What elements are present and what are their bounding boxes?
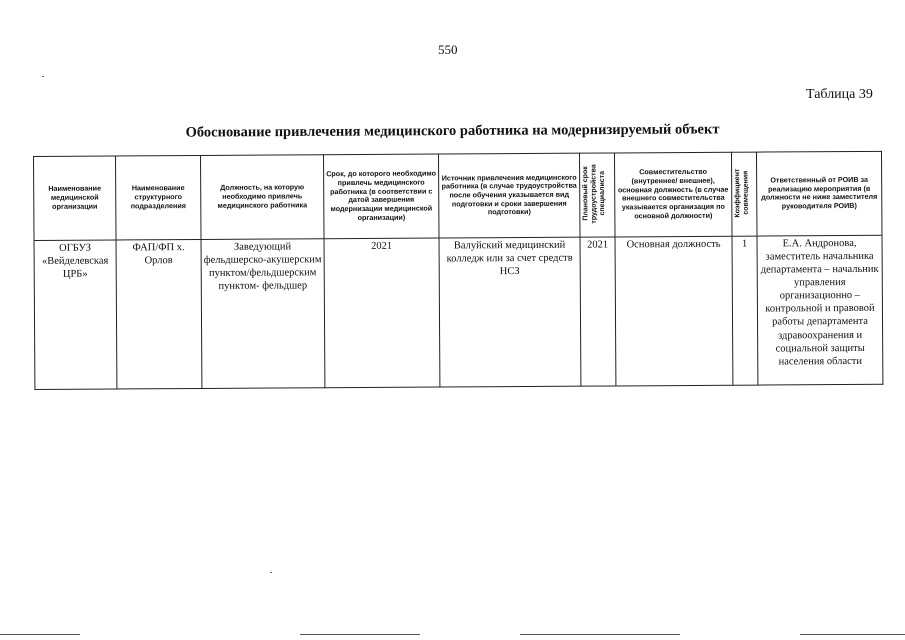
header-planned-year <box>579 153 615 237</box>
table-label: Таблица 39 <box>806 87 873 102</box>
recruitment-table <box>33 151 883 390</box>
scan-edge-line <box>800 634 905 635</box>
header-coefficient-text: Коэффициент совмещения <box>734 168 750 218</box>
header-subdivision: Наименование структурного подразделения <box>116 155 202 239</box>
header-organization: Наименование медицинской организации <box>34 156 117 240</box>
cell-organization: ОГБУЗ «Вейделевская ЦРБ» <box>34 240 117 389</box>
scan-edge-line <box>520 634 680 635</box>
header-planned-year-text: Плановый срок трудоустройства специалиста <box>582 163 607 224</box>
cell-position: Заведующий фельдшерско-акушерским пунктом/фельдшерским пунктом- фельдшер <box>201 238 325 388</box>
cell-source: Валуйский медицинский колледж или за счет средств НСЗ <box>439 237 581 387</box>
header-position: Должность, на которую необходимо привлечь медицинского работника <box>200 155 324 239</box>
header-deadline: Срок, до которого необходимо привлечь медицинского работника (в соответствии с датой завершения модернизации медицинской организации) <box>323 154 439 238</box>
cell-combination: Основная должность <box>615 236 733 386</box>
page-number: 550 <box>438 42 458 57</box>
table-header-row <box>34 151 882 240</box>
scan-edge-line <box>300 634 420 635</box>
scan-edge-line <box>0 634 80 635</box>
page-title: Обоснование привлечения медицинского работника на модернизируемый объект <box>185 121 720 141</box>
scan-speck <box>42 76 44 77</box>
header-responsible: Ответственный от РОИВ за реализацию мероприятия (в должности не ниже заместителя руководителя РОИВ) <box>756 151 882 235</box>
header-coefficient <box>731 152 757 236</box>
cell-planned-year: 2021 <box>580 237 616 386</box>
cell-responsible: Е.А. Андронова, заместитель начальника департамента – начальник управления организационно – контрольной и правовой работы департамента здравоохранения и социальной защиты населения области <box>757 235 883 385</box>
header-source: Источник привлечения медицинского работника (в случае трудоустройства после обучения указывается вид подготовки и сроки завершения подготовки) <box>438 153 580 238</box>
table-row <box>34 235 883 389</box>
cell-deadline: 2021 <box>324 238 440 388</box>
cell-coefficient: 1 <box>732 236 758 385</box>
scan-speck <box>270 572 272 573</box>
cell-subdivision: ФАП/ФП х. Орлов <box>116 239 202 389</box>
header-combination: Совместительство (внутреннее/ внешнее), основная должность (в случае внешнего совместительства указывается организация по основной должности) <box>614 152 732 236</box>
